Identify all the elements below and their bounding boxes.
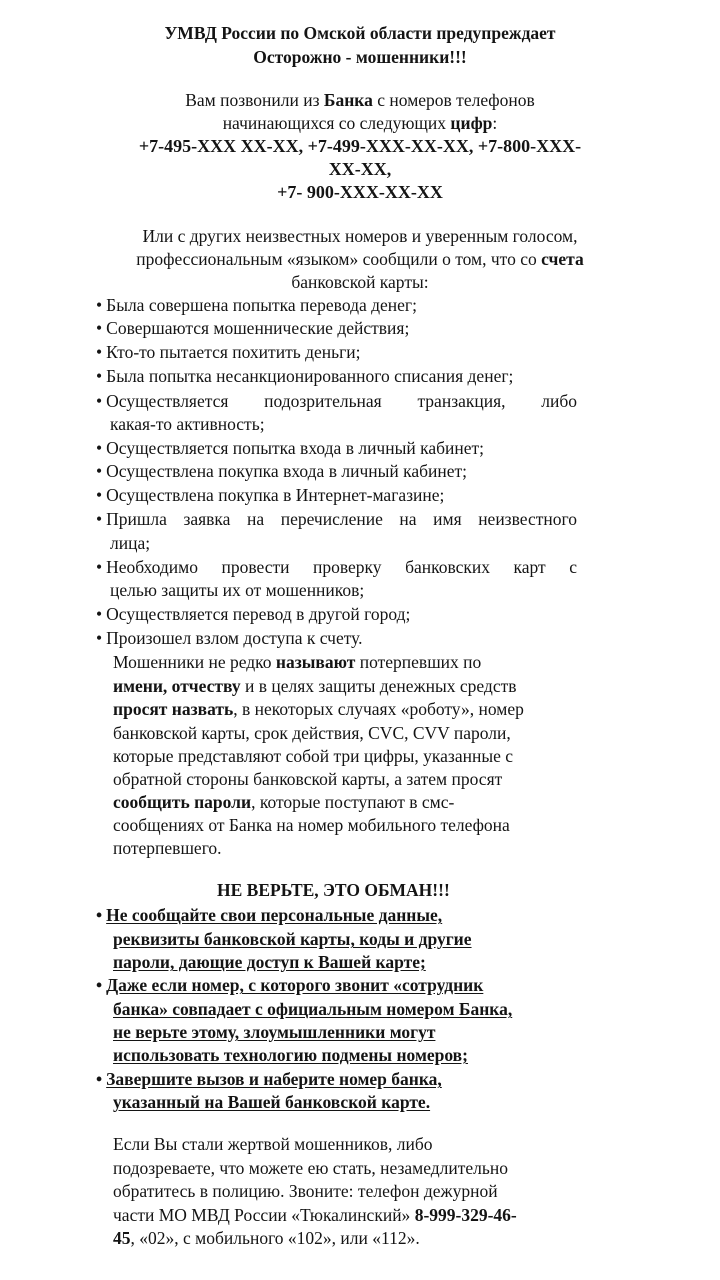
situation-account: счета [541,249,584,269]
list-item-text: Пришла заявка на перечисление на имя неизвестного [106,509,577,529]
warning-text: Не сообщайте свои персональные данные, [106,905,443,925]
warning-line: указанный на Вашей банковской карте. [113,1092,431,1112]
warning-line: не верьте этому, злоумышленники могут [113,1022,436,1042]
scheme-bold: сообщить пароли [113,792,252,812]
list-item [96,556,577,578]
scheme-bold: просят назвать [113,699,234,719]
scheme-text: потерпевших по [355,652,482,672]
intro-line-1 [0,89,720,111]
scheme-text: , которые поступают в смс- [251,792,455,812]
list-item-continuation: лица; [110,533,151,553]
list-item: • Была попытка несанкционированного списания денег; [96,365,513,387]
list-item: • Была совершена попытка перевода денег; [96,294,417,316]
list-item [96,508,577,530]
scheme-line: банковской карты, срок действия, CVC, CVV пароли, [113,723,511,743]
duty-phone-number: 8-999-329-46- [414,1205,517,1225]
phones-line-1: +7-495-XXX XX-XX, +7-499-XXX-XX-XX, +7-800-XXX- [138,136,582,156]
warning-line: использовать технологию подмены номеров; [113,1045,468,1065]
warning-item [96,1068,442,1090]
intro-text: с номеров телефонов [372,90,535,110]
scheme-text: и в целях защиты денежных средств [240,676,517,696]
list-item: • Произошел взлом доступа к счету. [96,627,363,649]
contact-text: части МО МВД России «Тюкалинский» [113,1205,415,1225]
scheme-bold: имени, отчеству [113,676,241,696]
intro-digits: цифр [450,113,493,133]
title-line-2: Осторожно - мошенники!!! [253,47,467,67]
situation-line-3: банковской карты: [291,272,429,292]
warning-line: пароли, дающие доступ к Вашей карте; [113,952,426,972]
title-line-1: УМВД России по Омской области предупреждает [164,23,556,43]
list-item: • Кто-то пытается похитить деньги; [96,341,361,363]
warning-item [96,904,442,926]
warning-heading: НЕ ВЕРЬТЕ, ЭТО ОБМАН!!! [217,880,450,900]
scheme-line: обратной стороны банковской карты, а затем просят [113,769,503,789]
list-item: • Осуществлена покупка в Интернет-магазине; [96,484,444,506]
scheme-bold: называют [275,652,356,672]
situation-line-1: Или с других неизвестных номеров и уверенным голосом, [142,226,578,246]
list-item [96,390,577,412]
warning-item [96,974,483,996]
warning-line: банка» совпадает с официальным номером Банка, [113,999,513,1019]
warning-text: Даже если номер, с которого звонит «сотрудник [106,975,484,995]
warning-line: реквизиты банковской карты, коды и другие [113,929,472,949]
scheme-line [113,651,481,673]
intro-bank: Банка [323,90,373,110]
duty-phone-number-end: 45 [113,1228,131,1248]
list-item-continuation: какая-то активность; [110,414,265,434]
scheme-line: потерпевшего. [113,838,222,858]
contact-line: подозреваете, что можете ею стать, незамедлительно [113,1158,508,1178]
intro-line-2 [0,112,720,134]
contact-line: обратитесь в полицию. Звоните: телефон дежурной [113,1181,498,1201]
scheme-line [113,698,524,720]
contact-text: , «02», с мобильного «102», или «112». [130,1228,420,1248]
scheme-line: сообщениях от Банка на номер мобильного телефона [113,815,510,835]
situation-text: профессиональным «языком» сообщили о том, что со [136,249,542,269]
phones-line-3: +7- 900-XXX-XX-XX [277,182,443,202]
contact-line: Если Вы стали жертвой мошенников, либо [113,1134,433,1154]
situation-line-2 [0,248,720,270]
intro-text: Вам позвонили из [185,90,324,110]
scheme-line [113,791,454,813]
list-item-continuation: целью защиты их от мошенников; [110,580,365,600]
phones-line-2: XX-XX, [328,159,392,179]
warning-text: Завершите вызов и наберите номер банка, [106,1069,442,1089]
list-item: • Осуществляется перевод в другой город; [96,603,410,625]
list-item-text: Необходимо провести проверку банковских карт с [106,557,577,577]
contact-line [113,1227,420,1249]
list-item: • Осуществляется попытка входа в личный кабинет; [96,437,484,459]
list-item: • Осуществлена покупка входа в личный кабинет; [96,460,467,482]
scheme-text: Мошенники не редко [113,652,276,672]
scheme-line [113,675,517,697]
list-item-text: Осуществляется подозрительная транзакция, либо [106,391,577,411]
scheme-text: , в некоторых случаях «роботу», номер [233,699,524,719]
intro-text: : [492,113,498,133]
list-item: • Совершаются мошеннические действия; [96,317,409,339]
contact-line [113,1204,517,1226]
intro-text: начинающихся со следующих [222,113,451,133]
scheme-line: которые представляют собой три цифры, указанные с [113,746,514,766]
